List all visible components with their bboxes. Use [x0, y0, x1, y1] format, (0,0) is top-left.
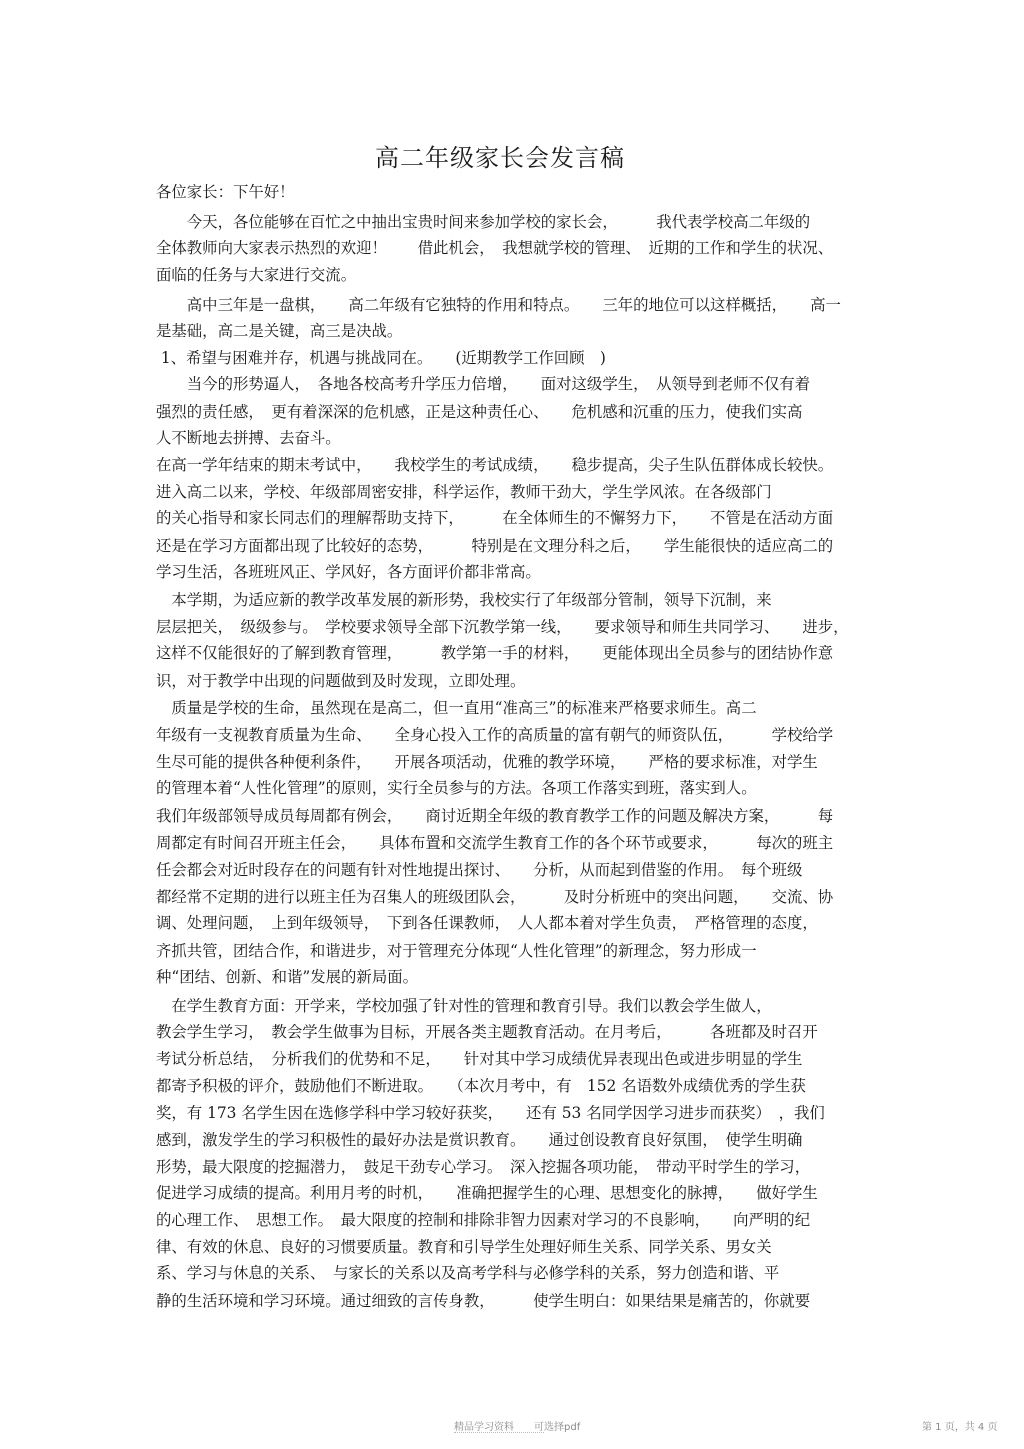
- paragraph-line: 教会学生学习， 教会学生做事为目标，开展各类主题教育活动。在月考后， 各班都及时召开: [156, 1023, 818, 1041]
- paragraph-line: 人不断地去拼搏、去奋斗。: [156, 429, 341, 447]
- paragraph-line: 年级有一支视教育质量为生命、 全身心投入工作的高质量的富有朝气的师资队伍， 学校给学: [156, 726, 834, 744]
- paragraph-line: 周都定有时间召开班主任会， 具体布置和交流学生教育工作的各个环节或要求， 每次的班主: [156, 834, 834, 852]
- paragraph-line: 都寄予积极的评介，鼓励他们不断进取。 （本次月考中，有 152 名语数外成绩优秀的学生获: [156, 1077, 806, 1095]
- page-number: 第 1 页，共 4 页: [922, 1422, 998, 1433]
- paragraph-line: 进入高二以来，学校、年级部周密安排，科学运作，教师干劲大，学生学风浓。在各级部门: [156, 483, 772, 501]
- paragraph-line: 今天，各位能够在百忙之中抽出宝贵时间来参加学校的家长会， 我代表学校高二年级的: [156, 213, 811, 231]
- paragraph-line: 种“团结、创新、和谐”发展的新局面。: [156, 968, 418, 986]
- paragraph-line: 形势，最大限度的挖掘潜力， 鼓足干劲专心学习。 深入挖掘各项功能， 带动平时学生的学习，: [156, 1158, 811, 1176]
- paragraph-line: 奖，有 173 名学生因在选修学科中学习较好获奖， 还有 53 名同学因学习进步而获奖） ，我们: [156, 1104, 825, 1122]
- paragraph-line: 在高一学年结束的期末考试中， 我校学生的考试成绩， 稳步提高，尖子生队伍群体成长较快。: [156, 456, 834, 474]
- footer-watermark: 精品学习资料 可选择pdf: [454, 1422, 581, 1433]
- paragraph-line: 质量是学校的生命，虽然现在是高二，但一直用“准高三”的标准来严格要求师生。高二: [156, 699, 757, 717]
- paragraph-line: 各位家长：下午好！: [156, 183, 295, 201]
- paragraph-line: 高中三年是一盘棋， 高二年级有它独特的作用和特点。 三年的地位可以这样概括， 高一: [156, 296, 841, 314]
- paragraph-line: 促进学习成绩的提高。利用月考的时机， 准确把握学生的心理、思想变化的脉搏， 做好学生: [156, 1184, 818, 1202]
- paragraph-line: 是基础，高二是关键，高三是决战。: [156, 322, 403, 340]
- paragraph-line: 1、希望与困难并存，机遇与挑战同在。 (近期教学工作回顾 ): [156, 349, 606, 367]
- paragraph-line: 当今的形势逼人， 各地各校高考升学压力倍增， 面对这级学生， 从领导到老师不仅有着: [156, 375, 811, 393]
- paragraph-line: 的关心指导和家长同志们的理解帮助支持下， 在全体师生的不懈努力下， 不管是在活动方面: [156, 509, 834, 527]
- paragraph-line: 静的生活环境和学习环境。通过细致的言传身教， 使学生明白：如果结果是痛苦的，你就要: [156, 1292, 811, 1310]
- paragraph-line: 任会都会对近时段存在的问题有针对性地提出探讨、 分析，从而起到借鉴的作用。 每个班级: [156, 861, 803, 879]
- paragraph-line: 律、有效的休息、良好的习惯要质量。教育和引导学生处理好师生关系、同学关系、男女关: [156, 1238, 772, 1256]
- paragraph-line: 齐抓共管，团结合作，和谐进步，对于管理充分体现“人性化管理”的新理念，努力形成一: [156, 942, 757, 960]
- paragraph-line: 调、处理问题， 上到年级领导， 下到各任课教师， 人人都本着对学生负责， 严格管理的态度，: [156, 914, 818, 932]
- document-title: 高二年级家长会发言稿: [375, 144, 625, 172]
- paragraph-line: 这样不仅能很好的了解到教育管理， 教学第一手的材料， 更能体现出全员参与的团结协作意: [156, 644, 834, 662]
- paragraph-line: 层层把关， 级级参与。 学校要求领导全部下沉教学第一线， 要求领导和师生共同学习、 进步，: [156, 618, 849, 636]
- paragraph-line: 感到，激发学生的学习积极性的最好办法是赏识教育。 通过创设教育良好氛围， 使学生明确: [156, 1131, 803, 1149]
- paragraph-line: 识，对于教学中出现的问题做到及时发现，立即处理。: [156, 672, 526, 690]
- paragraph-line: 全体教师向大家表示热烈的欢迎！ 借此机会， 我想就学校的管理、 近期的工作和学生的状况、: [156, 239, 834, 257]
- paragraph-line: 的管理本着“人性化管理”的原则，实行全员参与的方法。各项工作落实到班，落实到人。: [156, 779, 757, 797]
- paragraph-line: 考试分析总结， 分析我们的优势和不足， 针对其中学习成绩优异表现出色或进步明显的学生: [156, 1050, 803, 1068]
- paragraph-line: 在学生教育方面：开学来，学校加强了针对性的管理和教育引导。我们以教会学生做人，: [156, 997, 772, 1015]
- paragraph-line: 都经常不定期的进行以班主任为召集人的班级团队会， 及时分析班中的突出问题， 交流、协: [156, 888, 834, 906]
- paragraph-line: 生尽可能的提供各种便利条件， 开展各项活动，优雅的教学环境， 严格的要求标准，对学生: [156, 753, 818, 771]
- paragraph-line: 还是在学习方面都出现了比较好的态势， 特别是在文理分科之后， 学生能很快的适应高二的: [156, 537, 834, 555]
- paragraph-line: 系、学习与休息的关系、 与家长的关系以及高考学科与必修学科的关系，努力创造和谐、平: [156, 1264, 780, 1282]
- paragraph-line: 面临的任务与大家进行交流。: [156, 266, 357, 284]
- paragraph-line: 我们年级部领导成员每周都有例会， 商讨近期全年级的教育教学工作的问题及解决方案， 每: [156, 807, 834, 825]
- paragraph-line: 的心理工作、 思想工作。 最大限度的控制和排除非智力因素对学习的不良影响， 向严明的纪: [156, 1211, 811, 1229]
- paragraph-line: 本学期，为适应新的教学改革发展的新形势，我校实行了年级部分管制，领导下沉制，来: [156, 591, 772, 609]
- footer-rule: [454, 1432, 544, 1433]
- paragraph-line: 学习生活，各班班风正、学风好，各方面评价都非常高。: [156, 563, 541, 581]
- paragraph-line: 强烈的责任感， 更有着深深的危机感，正是这种责任心、 危机感和沉重的压力，使我们实高: [156, 403, 803, 421]
